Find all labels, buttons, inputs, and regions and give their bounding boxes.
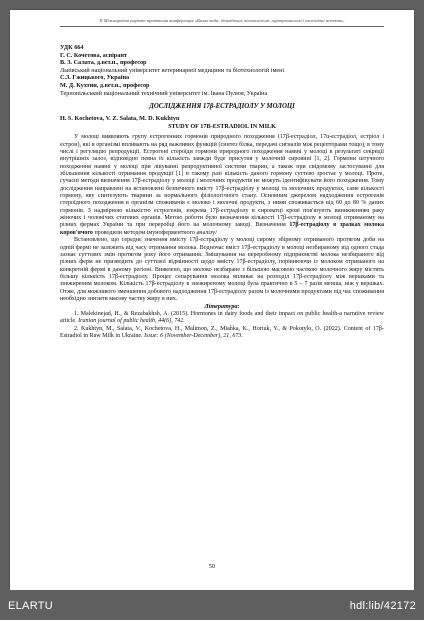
article-title-en: STUDY OF 17B-ESTRADIOL IN MILK: [168, 122, 276, 130]
bold-phrase: 17β-естрадіолу в зразках молока коров'ячого: [60, 222, 384, 236]
affiliation-line: С.З. Гжицького, Україна: [60, 74, 130, 82]
article-title-uk: ДОСЛІДЖЕННЯ 17β-ЕСТРАДІОЛУ У МОЛОЦІ: [149, 103, 295, 111]
affiliation-line: Тернопільський національний технічний університет ім. Івана Пулюя, Україна: [60, 89, 268, 97]
affiliation-line: Львівський національний університет ветеринарної медицини та біотехнологій імені: [60, 66, 285, 74]
page-content: [60, 18, 384, 340]
document-page: [10, 10, 414, 590]
paragraph: У молоці виявляють групу естрогенних гормонів природного походження (17β-естрадіол, 17α-естрадіол, естріол і естрон), які в організмі впливають на ряд важливих функцій (синтез білка, передачі сигналів між рецепторами тощо), в тому числі і регуляцію репродукції. Естрогені стероїди гормони природного походження наявні у молоці в результаті секреції внутрішніх залоз, відповідно певна їх кількість завжди буде присутня у молочній сировині [1, 2]. Гормони штучного походження наявні у молоці при лікуванні репродуктивної системи тварин, а також при свідомому застосуванні для збільшення кількості отримання продукції [1] в такому разі кількість даного гормону суттєво зростає у молоці. Проте, сучасні методи визначення 17β-естрадіолу у молоці і молочних продуктів не можуть ідентифікувати його походження. Тому дослідження направлені на встановлені безпечного вмісту 17β-естрадіолу у молоці та молочних продуктах, саме кількості гормону, яку синтезують тварини за нормального фізіологічного стану. Основним джерелом надходження естрогенів стероїдного походження в організм споживачів є молоко і молочні продукти, з ними споживається від 60 до 80 % даних гормонів. З надмірною кількістю естрогенів, зокрема 17β-естрадіолу в сироватці крові пов'язують виникненням раку жіночих і чоловічих статевих органів. Метою роботи було визначення кількості 17β-естрадіолу в молоці отриманому на різних фермах України та при переробці його на молочному заводі. Визначення 17β-естрадіолу в зразках молока коров'ячого проводили методом імуноферментного аналізу/: [60, 134, 384, 236]
udk-code: УДК 664: [60, 44, 84, 51]
references-heading: Література:: [204, 303, 240, 311]
viewer-footer: [0, 590, 424, 620]
author-line: М. Д. Кухтин, д.вет.н., професор: [60, 81, 150, 89]
article-meta: [60, 44, 384, 97]
authors-en: H. S. Kochetova, V. Z. Salata, M. D. Kukhtyn: [60, 115, 180, 123]
handle-identifier[interactable]: hdl:lib/42172: [349, 600, 416, 612]
page-number: 50: [208, 563, 216, 570]
paragraph: Встановлено, що середнє значення вмісту 17β-естрадіолу у молоці сирому збірному отриманого протягом доби на одній фермі не залежить від часу отримання молока. Водночас вміст 17β-естрадіолу в молоці незбираному від одного стада зазнає суттєвих змін протягом року його отримання. Змішування на переробному підприємстві молока незбираного від різних ферм не призводить до суттєвої відмінності щодо вмісту 17β-естрадіолу, порівнюючи із молоком отриманого на конкретній фермі в даному регіоні. Виявлено, що молоко незбиране з більшою масовою часткою молочного жиру містить більшу кількість 17β-естрадіолу. Процес сепарування молока впливає на розподіл 17β-естрадіолу між вершками та знежиреним молоком. Кількість 17β-естрадіолу в знежиреному молоці була практично в 5 – 7 разів менша, ніж у вершках. Отже, для можливого зменшення добового надходження 17β-естрадіолу разом із молочними продуктами під час споживання необхідно знизити масову частку жиру в них.: [60, 237, 384, 302]
running-header: ІІ Міжнародна науково-практична конференція «Вплив води: біомедичні, технологічні, агропромислові і екологічні аспекти»: [60, 18, 384, 27]
author-line: Г. С. Кочетова, аспірант: [60, 51, 127, 59]
reference-item: 2. Kukhtyn, M., Salata, V., Kochetova, H., Malimon, Z., Miahka, K., Horiuk, Y., & Pokotylo, O. (2022). Content of 17β-Estradiol in Raw Milk in Ukraine. Issue: 6 (November-December), 21, 673.: [60, 325, 384, 339]
article-body: [60, 134, 384, 303]
repository-label: ELARTU: [8, 600, 53, 612]
author-line: В. З. Салата, д.вет.н., професор: [60, 59, 147, 67]
reference-item: 1. Malekinejad, H., & Rezabakhsh, A. (2015). Hormones in dairy foods and their impact on public health-a narrative review article. Iranian journal of public health, 44(6), 742.: [60, 310, 384, 325]
